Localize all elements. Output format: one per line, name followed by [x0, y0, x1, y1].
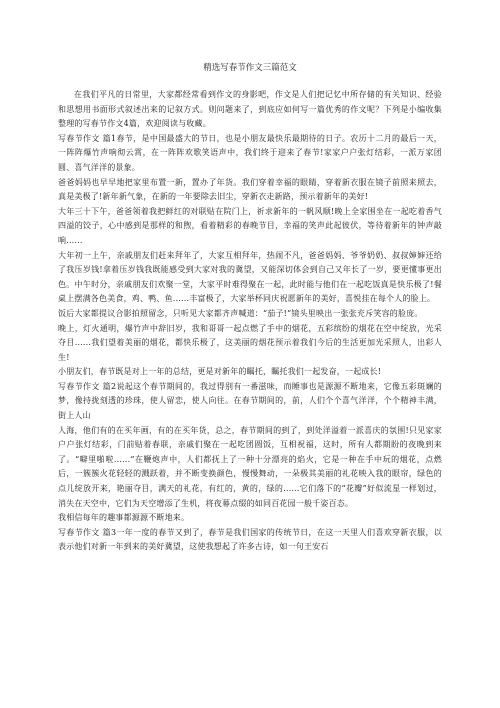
body-paragraph: 晚上，灯火通明，爆竹声中辞旧岁，我和哥哥一起点燃了手中的烟花，五彩缤纷的烟花在空中绽放，光采夺目......我们望着美丽的烟花，都快乐极了，这美丽的烟花预示着我们今后的生活更加光采照人，出彩人生!: [58, 323, 442, 362]
body-paragraph: 写春节作文 篇3一年一度的春节又到了，春节是我们国家的传统节日，在这一天里人们喜欢穿新衣服，以表示他们对新一年到来的美好冀望，这使我想起了许多古诗，如一句王安石: [58, 527, 442, 552]
body-paragraph: 写春节作文 篇1春节，是中国最盛大的节日，也是小朋友最快乐最期待的日子。农历十二月的最后一天，一阵阵爆竹声响彻云霄，在一阵阵欢歌笑语声中，我们终于迎来了春节!家家户户张灯结彩，一派万家团圆、喜气洋洋的景象。: [58, 133, 442, 172]
document-title: 精选写春节作文三篇范文: [203, 63, 297, 73]
intro-paragraph: 在我们平凡的日常里，大家都经常看到作文的身影吧，作文是人们把记忆中所存储的有关知识、经验和思想用书面形式叙述出来的记叙方式。则问题来了，到底应如何写一篇优秀的作文呢？下列是小编收集整理的写春节作文4篇，欢迎阅读与收藏。: [58, 90, 442, 129]
body-paragraph: 人海，他们有的在买年画，有的在买年货，总之，春节期间的到了，到处洋溢着一派喜庆的氛围!只见家家户户张灯结彩，门前贴着春联，亲戚们聚在一起吃团圆饭，互相祝福，这时，所有人都期盼的夜晚到来了。“噼里啪啦......”在鞭炮声中，人们都抚上了一种十分漂亮的焰火，它是一种在手中玩的烟花，点燃后，一簇簇火花轻轻的溅跃着，并不断变换颜色，慢慢舞动，一朵极其美丽的礼花映入我的眼帘，绿色的点儿绽放开来，艳丽夺目，满天的礼花，有红的，黄的，绿的......它们落下的“花瓣”好似流星一样划过，消失在天空中，它们为天空增添了生机，将夜幕点缀的如同百花园一般千姿百态。: [58, 425, 442, 508]
body-paragraph: 小朋友们，春节既是对上一年的总结，更是对新年的瞩托，瞩托我们一起发奋，一起成长!: [58, 367, 382, 377]
body-paragraph: 饭后大家都提议合影拍照留念，只听见大家都齐声喊道：“茄子!”镜头里映出一张张充斥笑容的脸庞。: [58, 308, 423, 318]
body-paragraph: 大年初一上午，亲戚朋友们赶来拜年了，大家互相拜年，热闹不凡，爸爸妈妈、爷爷奶奶、叔叔婶婶还给了我压岁钱!拿着压岁钱我既能感受到大家对我的冀望，又能深切体会到自己又年长了一岁，要更懂事更出色。中午时分，亲戚朋友们欢聚一堂，大家平时难得聚在一起，此时能与他们在一起吃饭真是快乐极了!餐桌上摆满各色美食，鸡、鸭、鱼......丰富极了，大家举杯同庆祝愿新年的美好，喜悦挂在每个人的脸上。: [58, 250, 442, 304]
body-paragraph: 我相信每年的趣事都源源不断地来。: [58, 513, 190, 523]
body-paragraph: 写春节作文 篇2说起这个春节期间的，我过得别有一番滋味，而睡事也是源源不断地来，它像五彩斑斓的梦，像持拢刻透的珍珠，使人留恋，使人向往。在春节期间的，前，人们个个喜气洋洋，个个精神丰满，街上人山: [58, 381, 442, 421]
body-paragraph: 爸爸妈妈也早早地把家里布置一新，置办了年货。我们穿着幸福的眼睛，穿着新衣服在镜子前照来照去，真是美极了!新年新气象，在新的一年要除去旧尘，穿新衣走新路，预示着新年的美好!: [58, 177, 442, 202]
document-body: [58, 132, 442, 555]
body-paragraph: 大年三十下午，爸爸领着我把鲜红的对联贴在院门上，祈求新年的一帆风顺!晚上全家围坐在一起吃着香气四溢的饺子，心中感到是那样的和煦，看着精彩的春晚节目，幸福的笑声此起彼伏，等待着新年的钟声敲响......: [58, 206, 442, 245]
